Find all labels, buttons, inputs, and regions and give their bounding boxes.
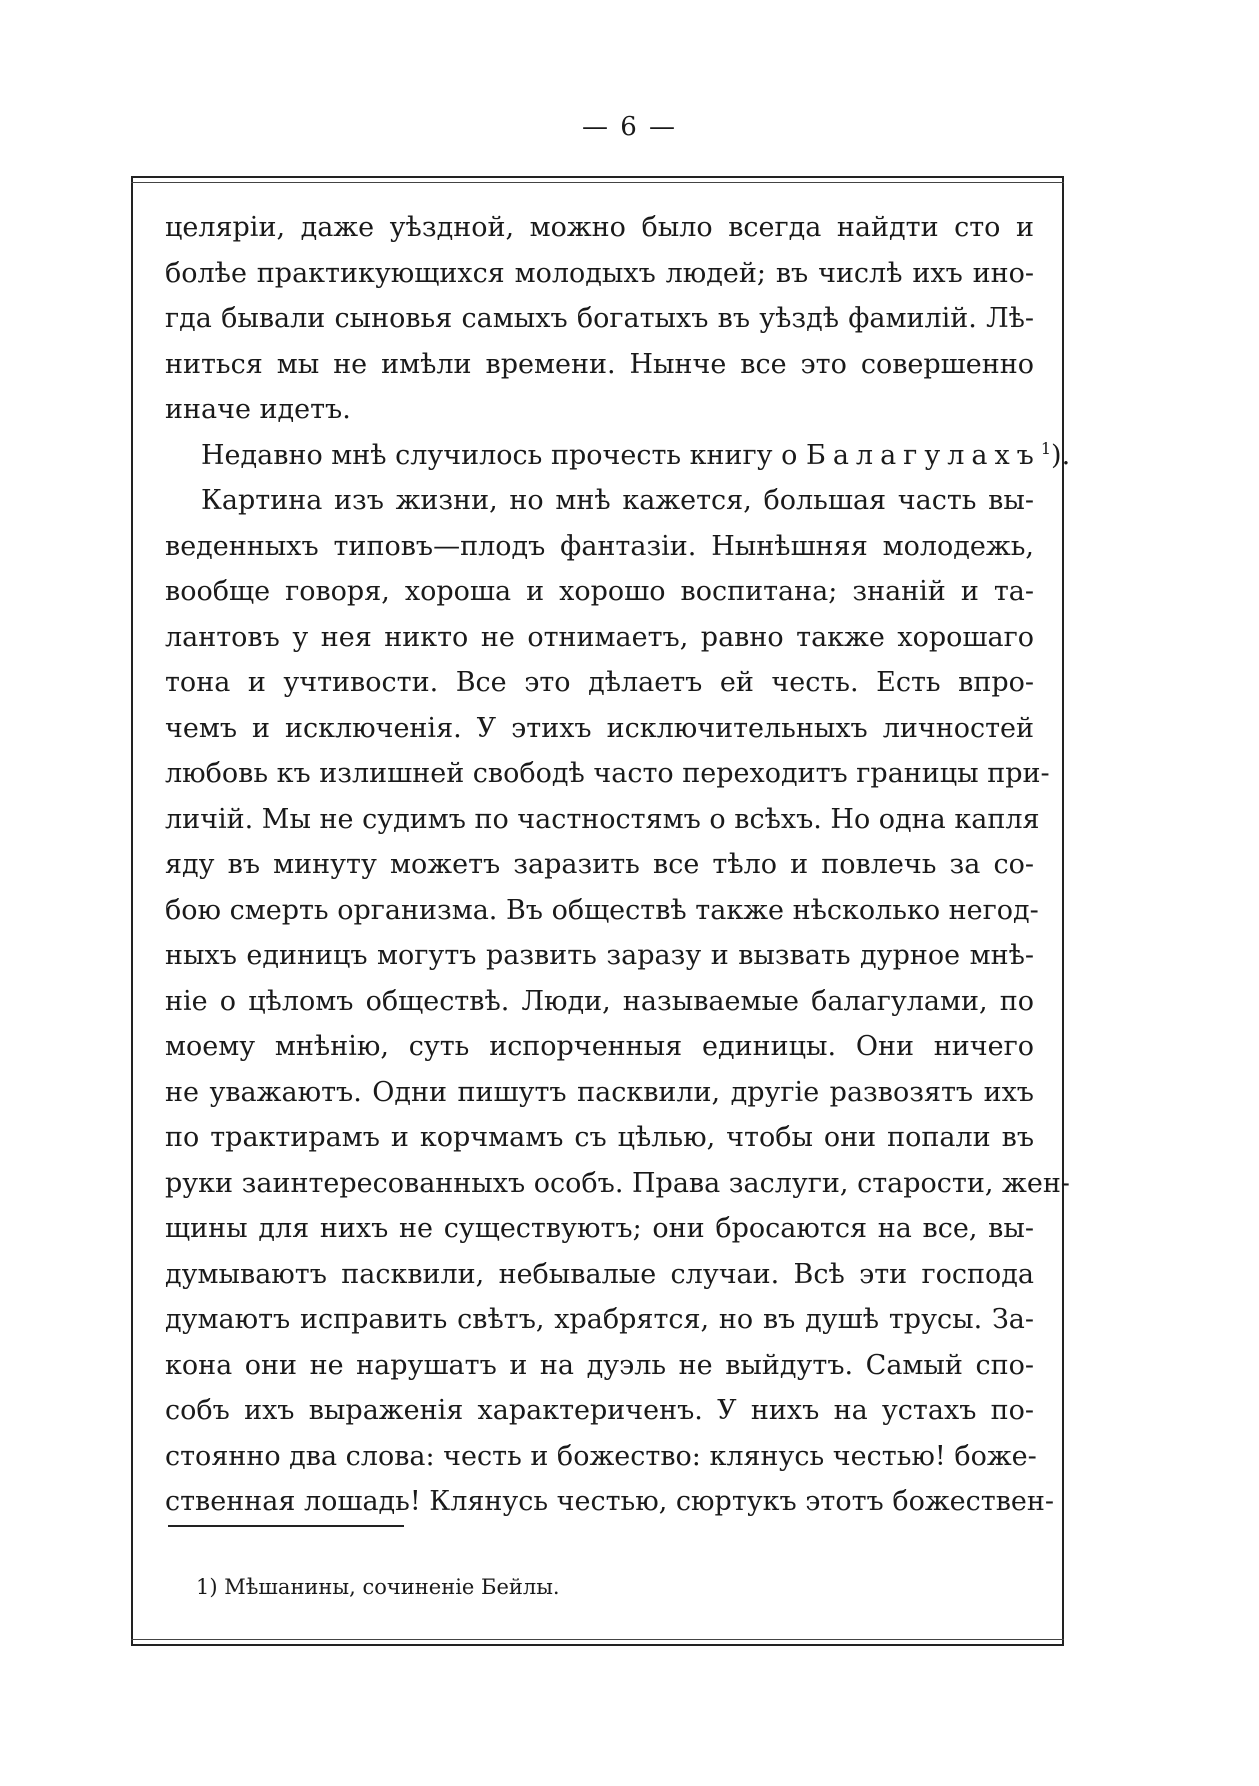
text-line: думаютъ исправить свѣтъ, храбрятся, но въ душѣ трусы. За-	[165, 1304, 1034, 1335]
text-line: не уважаютъ. Одни пишутъ пасквили, другіе развозятъ ихъ	[165, 1076, 1034, 1108]
text-line: по трактирамъ и корчмамъ съ цѣлью, чтобы они попали въ	[165, 1122, 1034, 1153]
footnote-reference: 1	[1040, 438, 1052, 458]
frame-inner-top-rule	[131, 182, 1064, 183]
book-title-spaced: Балагулахъ	[805, 439, 1041, 471]
text-line: стоянно два слова: честь и божество: клянусь честью! боже-	[165, 1440, 1037, 1472]
page-number: — 6 —	[581, 112, 678, 142]
text-line: ственная лошадь! Клянусь честью, сюртукъ этотъ божествен-	[165, 1486, 1054, 1517]
main-text	[165, 205, 1071, 1525]
footnote: 1) Мѣшанины, сочиненіе Бейлы.	[196, 1575, 560, 1599]
text-line: щины для нихъ не существуютъ; они бросаются на все, вы-	[165, 1213, 1034, 1244]
text-line: иначе идетъ.	[165, 394, 351, 425]
text-line: собъ ихъ выраженія характериченъ. У нихъ на устахъ по-	[165, 1395, 1034, 1426]
para2-text: Недавно мнѣ случилось прочесть книгу о	[201, 439, 806, 471]
paragraph-balagulakh	[165, 433, 1071, 479]
text-line: ниться мы не имѣли времени. Нынче все это совершенно	[165, 348, 1034, 380]
text-line: лантовъ у нея никто не отнимаетъ, равно также хорошаго	[165, 621, 1034, 653]
text-line: руки заинтересованныхъ особъ. Права заслуги, старости, жен-	[165, 1167, 1070, 1199]
footnote-separator	[168, 1525, 404, 1527]
text-line: бою смерть организма. Въ обществѣ также нѣсколько негод-	[165, 894, 1039, 926]
text-line: веденныхъ типовъ—плодъ фантазіи. Нынѣшняя молодежь,	[165, 530, 1034, 562]
text-line: яду въ минуту можетъ заразить все тѣло и повлечь за со-	[165, 849, 1034, 880]
text-line: гда бывали сыновья самыхъ богатыхъ въ уѣздѣ фамилій. Лѣ-	[165, 303, 1034, 334]
text-line: ныхъ единицъ могутъ развить заразу и вызвать дурное мнѣ-	[165, 940, 1034, 971]
text-line: вообще говоря, хороша и хорошо воспитана; знаній и та-	[165, 576, 1034, 607]
frame-inner-bottom-rule	[131, 1639, 1064, 1640]
text-line: кона они не нарушатъ и на дуэль не выйдутъ. Самый спо-	[165, 1349, 1034, 1381]
text-line: личій. Мы не судимъ по частностямъ о всѣхъ. Но одна капля	[165, 803, 1040, 835]
text-line: тона и учтивости. Все это дѣлаетъ ей честь. Есть впро-	[165, 667, 1034, 698]
text-line: болѣе практикующихся молодыхъ людей; въ числѣ ихъ ино-	[165, 257, 1034, 289]
text-line: чемъ и исключенія. У этихъ исключительныхъ личностей	[165, 712, 1034, 744]
text-line: целяріи, даже уѣздной, можно было всегда найдти сто и	[165, 212, 1034, 243]
text-line: ніе о цѣломъ обществѣ. Люди, называемые балагулами, по	[165, 985, 1034, 1017]
text-line: думываютъ пасквили, небывалые случаи. Всѣ эти господа	[165, 1258, 1034, 1290]
para2-closing: ).	[1051, 439, 1071, 471]
text-line: Картина изъ жизни, но мнѣ кажется, большая часть вы-	[201, 485, 1034, 516]
text-line: моему мнѣнію, суть испорченныя единицы. Они ничего	[165, 1031, 1034, 1062]
text-line: любовь къ излишней свободѣ часто переходитъ границы при-	[165, 758, 1050, 789]
